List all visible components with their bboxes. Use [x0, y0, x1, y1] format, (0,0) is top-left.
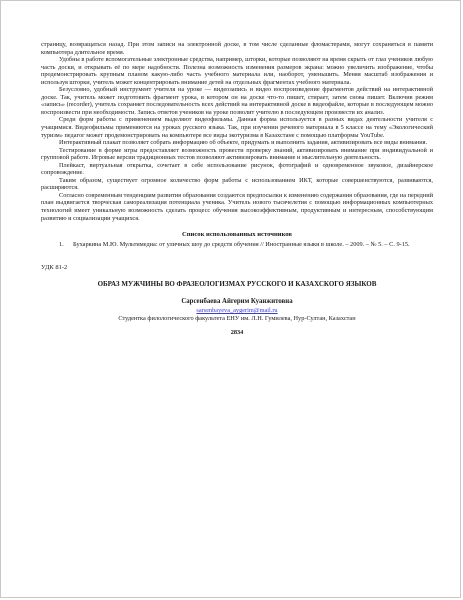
- body-paragraph: Тестирование в форме игры предоставляет возможность провести проверку знаний, активизировать внимание при индивидуальной и групповой работе. Игровые версии традиционных тестов позволяют активизировать внимание и мыслительную деятельность.: [41, 146, 433, 162]
- reference-item: [59, 241, 433, 249]
- body-paragraph: Безусловно, удобный инструмент учителя на уроке — видеозапись и видео воспроизведение фрагментов действий на интерактивной доске. Так, учитель может подготовить фрагмент урока, в котором он на доске что-то пишет, стирает, затем снова пишет. Включив режим «запись» (recorder), учитель сохраняет последовательность всех действий на интерактивной доске в видеофайле, которые в последующем можно воспроизвести при необходимости. Запись ответов учеников на уроке позволит учителю в последующем произвести их анализ.: [41, 86, 433, 116]
- reference-number: 1.: [59, 240, 64, 248]
- body-paragraph: Удобны в работе вспомогательные электронные средства, например, шторки, которые позволяют на время скрыть от глаз учеников любую часть доски, и открывать её по мере надобности. Полезна возможность изменения размеров экрана: можно увеличить изображение, чтобы продемонстрировать крупным планом какую-либо часть учебного материала или, наоборот, уменьшить. Меняя масштаб изображения и используя шторки, учитель может концентрировать внимание детей на отдельных фрагментах учебного материала.: [41, 56, 433, 86]
- author-name: Сарсенбаева Айгерим Куанжитовна: [181, 298, 293, 306]
- body-paragraph: Интерактивный плакат позволяет собрать информацию об объекте, придумать и выполнить задания, активизировать все виды внимания.: [59, 139, 428, 147]
- page-number: 2834: [230, 329, 244, 336]
- body-paragraph: Таким образом, существует огромное количество форм работы с использованием ИКТ, которые совершенствуются, развиваются, расширяются.: [41, 176, 433, 192]
- body-paragraph: Согласно современным тенденциям развития образования создаются предпосылки к изменению содержания образования, где на передний план выдвигается творческая самореализация потенциала ученика. Учитель нового тысячелетия с помощью информационных компьютерных технологий имеет уникальную возможность сделать процесс обучения высокоэффективным, продуктивным и интересным, способствующим развитию и социализации учащихся.: [41, 191, 433, 222]
- udk-code: УДК 81-2: [41, 264, 68, 272]
- body-paragraph: страницу, возвращаться назад. При этом записи на электронной доске, в том числе сделанные фломастерами, могут сохраняться в памяти компьютера длительное время.: [41, 41, 433, 56]
- references-title: Список использованных источников: [182, 231, 292, 239]
- reference-text: Бухаркина М.Ю. Мультимедиа: от уличных шоу до средств обучения // Иностранные языки в школе. – 2009. – № 5. – С. 9-15.: [73, 240, 410, 248]
- author-affiliation: Студентка филологического факультета ЕНУ им. Л.Н. Гумилева, Нур-Султан, Казахстан: [118, 315, 356, 323]
- page-content: [41, 41, 433, 337]
- body-paragraph: Плейкаст, виртуальная открытка, сочетает в себе использование рисунок, фотографий и одновременное звуковое, дизайнерское сопровождение.: [41, 161, 433, 177]
- body-paragraph: Среди форм работы с применением выделяют видеофильмы. Данная форма используется в разных видах деятельности учителя с учащимися. Видеофильмы применяются на уроках русского языка. Так, при изучении речевого материала в 5 классе на тему «Экологический туризм» педагог может продемонстрировать на компьютере все виды экотуризма в Казахстане с помощью платформы YouTube.: [41, 116, 433, 139]
- article-title: ОБРАЗ МУЖЧИНЫ ВО ФРАЗЕОЛОГИЗМАХ РУССКОГО И КАЗАХСКОГО ЯЗЫКОВ: [97, 279, 377, 288]
- author-email-link[interactable]: sarsenbayeva_aygerim@mail.ru: [196, 306, 278, 314]
